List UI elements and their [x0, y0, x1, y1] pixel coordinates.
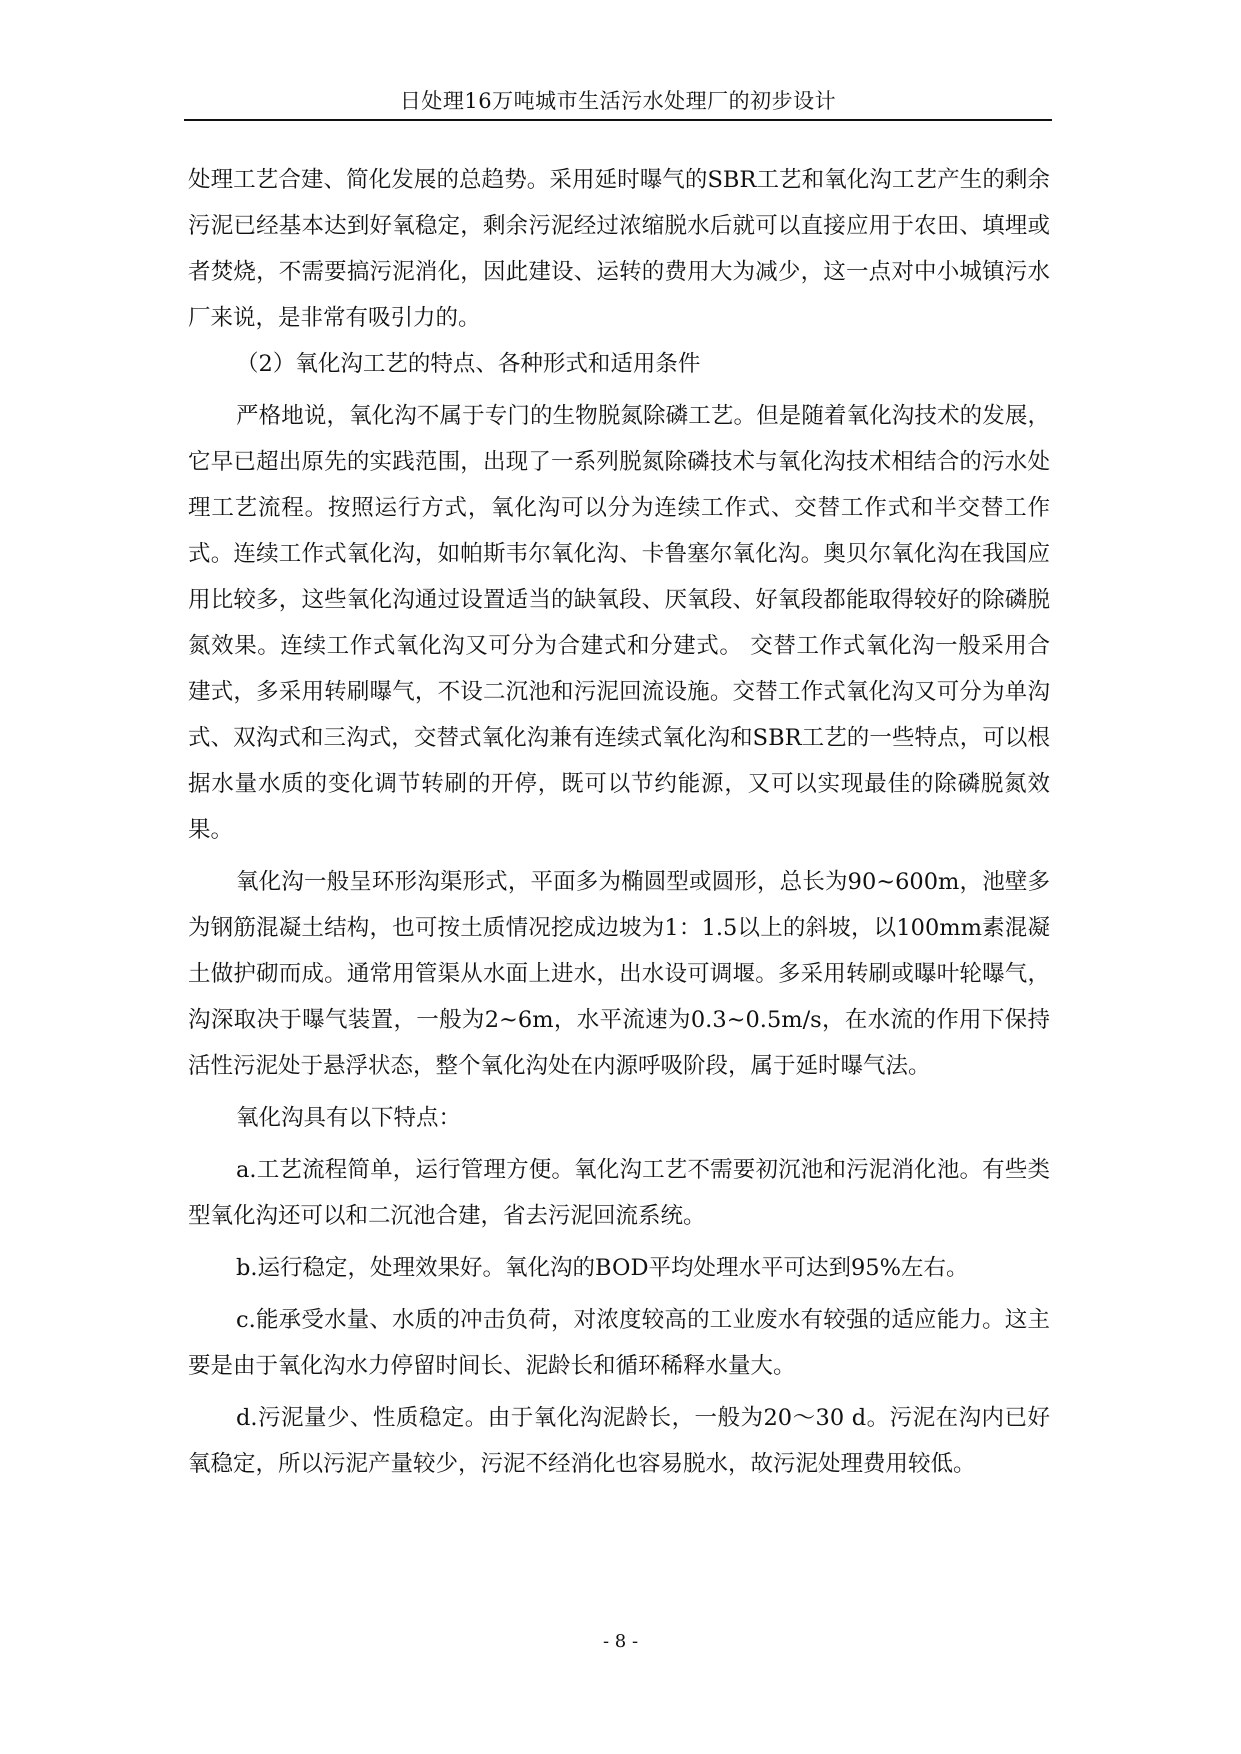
section-heading: （2）氧化沟工艺的特点、各种形式和适用条件: [236, 351, 701, 377]
header-divider: [184, 119, 1052, 121]
paragraph-oxidation-ditch-structure: 氧化沟一般呈环形沟渠形式，平面多为椭圆型或圆形，总长为90~600m，池壁多为钢筋混凝土结构，也可按土质情况挖成边坡为1：1.5以上的斜坡，以100mm素混凝土做护砌而成。通常用管渠从水面上进水，出水设可调堰。多采用转刷或曝叶轮曝气，沟深取决于曝气装置，一般为2~6m，水平流速为0.3~0.5m/s，在水流的作用下保持活性污泥处于悬浮状态，整个氧化沟处在内源呼吸阶段，属于延时曝气法。: [188, 869, 1050, 1079]
page-header-title: 日处理16万吨城市生活污水处理厂的初步设计: [399, 89, 837, 113]
page-number: - 8 -: [602, 1631, 639, 1652]
document-body: [188, 157, 1050, 1487]
paragraph-features-intro: 氧化沟具有以下特点：: [236, 1105, 462, 1131]
list-item-feature-a: a.工艺流程简单，运行管理方便。氧化沟工艺不需要初沉池和污泥消化池。有些类型氧化沟还可以和二沉池合建，省去污泥回流系统。: [188, 1157, 1050, 1229]
list-item-feature-d: d.污泥量少、性质稳定。由于氧化沟泥龄长，一般为20～30 d。污泥在沟内已好氧稳定，所以污泥产量较少，污泥不经消化也容易脱水，故污泥处理费用较低。: [188, 1405, 1050, 1477]
paragraph-continuation: 处理工艺合建、简化发展的总趋势。采用延时曝气的SBR工艺和氧化沟工艺产生的剩余污泥已经基本达到好氧稳定，剩余污泥经过浓缩脱水后就可以直接应用于农田、填埋或者焚烧，不需要搞污泥消化，因此建设、运转的费用大为减少，这一点对中小城镇污水厂来说，是非常有吸引力的。: [188, 167, 1050, 331]
list-item-feature-c: c.能承受水量、水质的冲击负荷，对浓度较高的工业废水有较强的适应能力。这主要是由于氧化沟水力停留时间长、泥龄长和循环稀释水量大。: [188, 1307, 1050, 1379]
list-item-feature-b: b.运行稳定，处理效果好。氧化沟的BOD平均处理水平可达到95%左右。: [236, 1255, 969, 1281]
paragraph-oxidation-ditch-types: 严格地说，氧化沟不属于专门的生物脱氮除磷工艺。但是随着氧化沟技术的发展，它早已超出原先的实践范围，出现了一系列脱氮除磷技术与氧化沟技术相结合的污水处理工艺流程。按照运行方式，氧化沟可以分为连续工作式、交替工作式和半交替工作式。连续工作式氧化沟，如帕斯韦尔氧化沟、卡鲁塞尔氧化沟。奥贝尔氧化沟在我国应用比较多，这些氧化沟通过设置适当的缺氧段、厌氧段、好氧段都能取得较好的除磷脱氮效果。连续工作式氧化沟又可分为合建式和分建式。 交替工作式氧化沟一般采用合建式，多采用转刷曝气，不设二沉池和污泥回流设施。交替工作式氧化沟又可分为单沟式、双沟式和三沟式，交替式氧化沟兼有连续式氧化沟和SBR工艺的一些特点，可以根据水量水质的变化调节转刷的开停，既可以节约能源，又可以实现最佳的除磷脱氮效果。: [188, 403, 1050, 843]
